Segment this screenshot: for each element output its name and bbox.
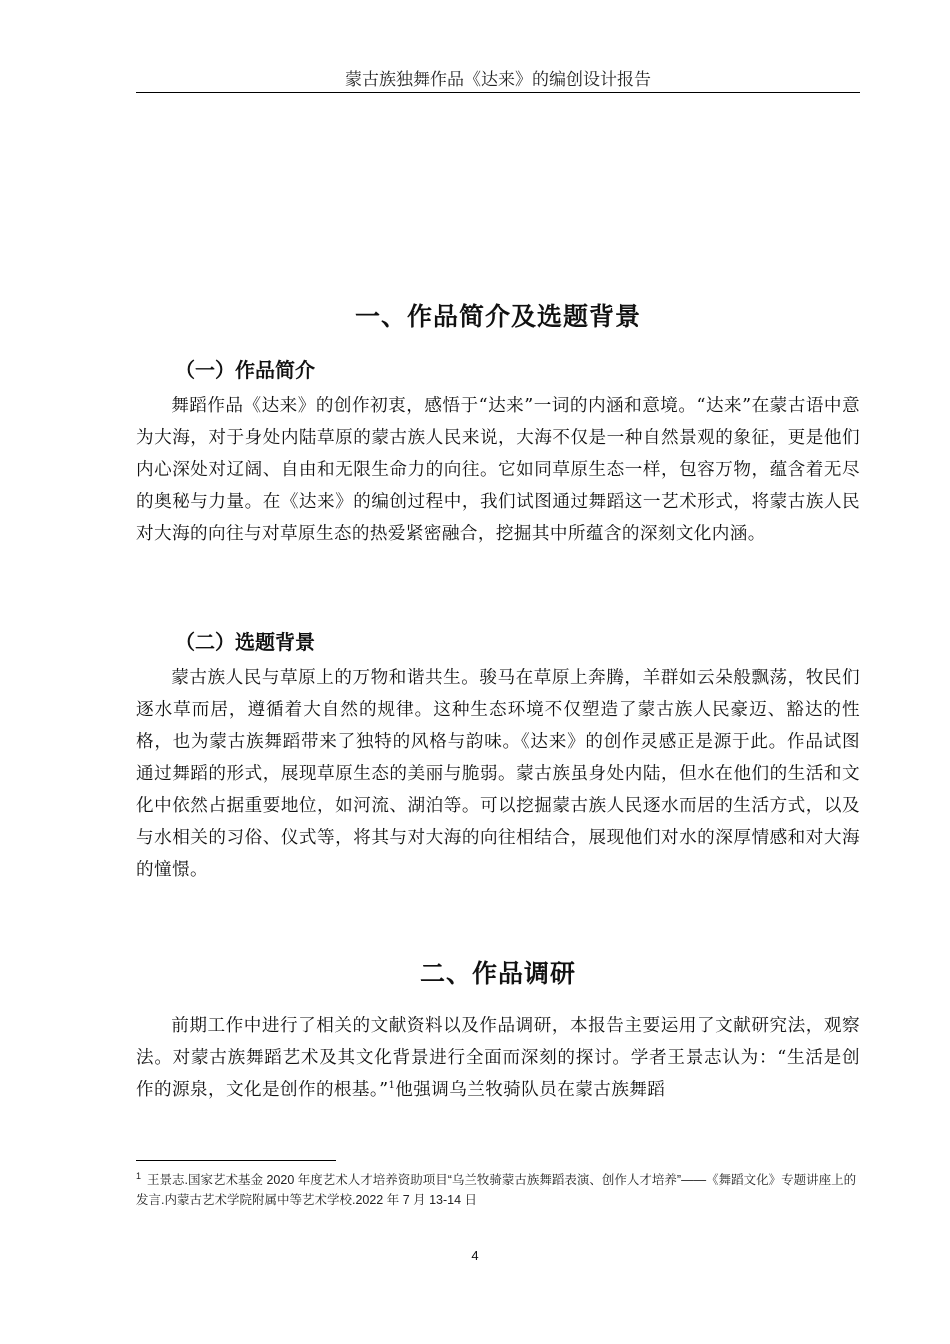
- footnote-reference[interactable]: 1: [388, 1080, 396, 1092]
- footnote: [136, 1170, 860, 1210]
- section-2-paragraph: [136, 1010, 860, 1106]
- footnote-text: 王景志.国家艺术基金 2020 年度艺术人才培养资助项目“乌兰牧骑蒙古族舞蹈表演、创作人才培养”——《舞蹈文化》专题讲座上的发言.内蒙古艺术学院附属中等艺术学校.2022 年 7 月 13-14 日: [136, 1173, 857, 1207]
- section-2-text-continued: 他强调乌兰牧骑队员在蒙古族舞蹈: [395, 1080, 666, 1100]
- section-2-text: 前期工作中进行了相关的文献资料以及作品调研，本报告主要运用了文献研究法，观察法。对蒙古族舞蹈艺术及其文化背景进行全面而深刻的探讨。学者王景志认为：“生活是创作的源泉，文化是创作的根基。”: [136, 1016, 860, 1100]
- footnote-number: 1: [136, 1170, 142, 1181]
- running-header: 蒙古族独舞作品《达来》的编创设计报告: [345, 70, 651, 90]
- subsection-2-heading: （二）选题背景: [175, 630, 315, 654]
- subsection-1-heading: （一）作品简介: [175, 358, 315, 382]
- subsection-1-paragraph: 舞蹈作品《达来》的创作初衷，感悟于“达来”一词的内涵和意境。“达来”在蒙古语中意为大海，对于身处内陆草原的蒙古族人民来说，大海不仅是一种自然景观的象征，更是他们内心深处对辽阔、自由和无限生命力的向往。它如同草原生态一样，包容万物，蕴含着无尽的奥秘与力量。在《达来》的编创过程中，我们试图通过舞蹈这一艺术形式，将蒙古族人民对大海的向往与对草原生态的热爱紧密融合，挖掘其中所蕴含的深刻文化内涵。: [136, 396, 860, 544]
- footnote-divider: [136, 1160, 336, 1161]
- page-number: 4: [471, 1248, 479, 1263]
- section-1-heading: 一、作品简介及选题背景: [354, 302, 641, 331]
- subsection-2-paragraph: 蒙古族人民与草原上的万物和谐共生。骏马在草原上奔腾，羊群如云朵般飘荡，牧民们逐水草而居，遵循着大自然的规律。这种生态环境不仅塑造了蒙古族人民豪迈、豁达的性格，也为蒙古族舞蹈带来了独特的风格与韵味。《达来》的创作灵感正是源于此。作品试图通过舞蹈的形式，展现草原生态的美丽与脆弱。蒙古族虽身处内陆，但水在他们的生活和文化中依然占据重要地位，如河流、湖泊等。可以挖掘蒙古族人民逐水而居的生活方式，以及与水相关的习俗、仪式等，将其与对大海的向往相结合，展现他们对水的深厚情感和对大海的憧憬。: [136, 668, 860, 880]
- section-2-heading: 二、作品调研: [419, 959, 576, 988]
- header-divider: [136, 92, 860, 93]
